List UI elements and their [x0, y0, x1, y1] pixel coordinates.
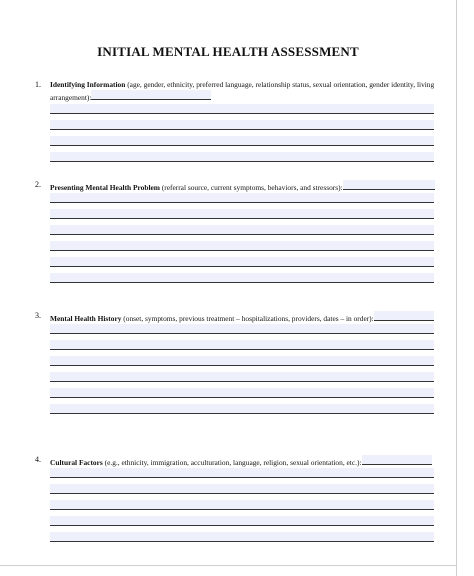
answer-line[interactable] — [50, 532, 434, 542]
answer-line[interactable] — [50, 324, 434, 334]
answer-line[interactable] — [50, 193, 434, 203]
section-prompt — [50, 180, 435, 193]
answer-line[interactable] — [50, 340, 434, 350]
answer-line[interactable] — [50, 484, 434, 494]
answer-line[interactable] — [50, 209, 434, 219]
answer-line[interactable] — [50, 273, 434, 283]
answer-line[interactable] — [50, 120, 434, 130]
section-prompt — [50, 80, 435, 103]
section-detail: (onset, symptoms, previous treatment – hospitalizations, providers, dates – in order): — [121, 314, 374, 323]
answer-line[interactable] — [50, 225, 434, 235]
answer-line[interactable] — [50, 136, 434, 146]
page-edge-bottom — [0, 565, 456, 566]
section-detail: (referral source, current symptoms, behaviors, and stressors): — [159, 183, 343, 192]
answer-line[interactable] — [50, 257, 434, 267]
answer-line[interactable] — [50, 404, 434, 414]
section-heading: Mental Health History — [50, 314, 122, 323]
answer-line[interactable] — [50, 468, 434, 478]
answer-field-inline[interactable] — [343, 180, 435, 190]
answer-line[interactable] — [50, 372, 434, 382]
section-detail: (age, gender, ethnicity, preferred language, relationship status, sexual orientation, gender identity, living arrangement): — [50, 80, 435, 102]
section-number: 3. — [35, 311, 41, 320]
answer-line[interactable] — [50, 356, 434, 366]
section-prompt — [50, 311, 435, 324]
answer-line[interactable] — [50, 152, 434, 162]
answer-line[interactable] — [50, 241, 434, 251]
answer-field-inline[interactable] — [374, 311, 434, 321]
page-edge-right — [456, 0, 457, 576]
answer-line[interactable] — [50, 500, 434, 510]
answer-field-inline[interactable] — [91, 90, 211, 100]
section-number: 1. — [35, 80, 41, 89]
section-number: 4. — [35, 455, 41, 464]
section-detail: (e.g., ethnicity, immigration, acculturation, language, religion, sexual orientation, etc.): — [102, 458, 362, 467]
section-prompt — [50, 455, 435, 468]
answer-line[interactable] — [50, 388, 434, 398]
section-heading: Cultural Factors — [50, 458, 103, 467]
answer-field-inline[interactable] — [362, 455, 432, 465]
form-title: INITIAL MENTAL HEALTH ASSESSMENT — [97, 44, 359, 59]
answer-line[interactable] — [50, 104, 434, 114]
section-heading: Presenting Mental Health Problem — [50, 183, 160, 192]
answer-line[interactable] — [50, 516, 434, 526]
section-number: 2. — [35, 180, 41, 189]
section-heading: Identifying Information — [50, 80, 126, 89]
